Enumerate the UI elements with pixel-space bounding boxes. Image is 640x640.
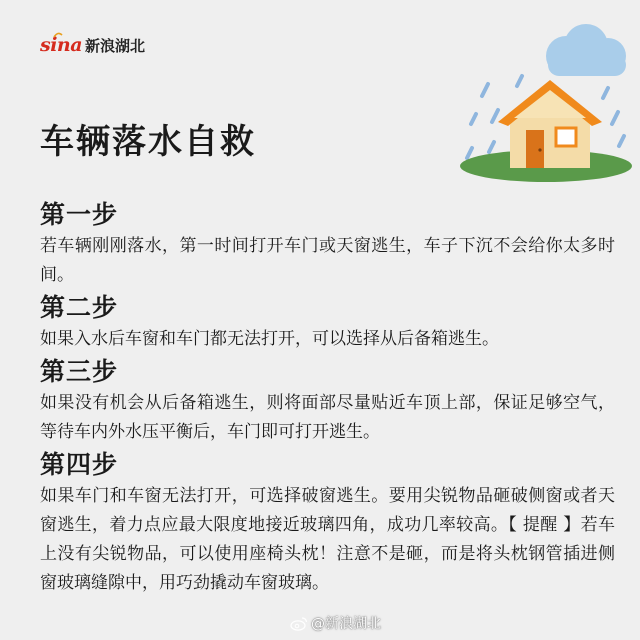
step-1 [40,198,615,290]
house-in-rain-icon [458,14,638,184]
weibo-watermark [290,613,381,633]
weibo-icon [290,616,308,631]
step-heading: 第一步 [40,200,119,229]
brand-latin: sina [40,34,83,56]
step-2 [40,291,615,354]
step-text: 如果车门和车窗无法打开，可选择破窗逃生。要用尖锐物品砸破侧窗或者天窗逃生，着力点应最大限度地接近玻璃四角，成功几率较高。【 提醒 】若车上没有尖锐物品，可以使用座椅头枕！注意不是砸，而是将头枕钢管插进侧窗玻璃缝隙中，用巧劲撬动车窗玻璃。 [40,486,615,593]
step-heading: 第二步 [40,293,119,322]
step-heading: 第四步 [40,450,119,479]
cloud-icon [546,24,626,76]
sina-eye-icon [53,32,63,38]
steps-list [40,198,615,599]
brand-name: 新浪湖北 [85,36,146,55]
page-title: 车辆落水自救 [40,122,256,162]
step-heading: 第三步 [40,357,119,386]
watermark-text: @新浪湖北 [311,616,381,632]
house-icon [498,80,602,168]
step-4 [40,448,615,598]
step-3 [40,355,615,447]
step-text: 若车辆刚刚落水，第一时间打开车门或天窗逃生，车子下沉不会给你太多时间。 [40,236,615,285]
step-text: 如果没有机会从后备箱逃生，则将面部尽量贴近车顶上部，保证足够空气，等待车内外水压平衡后，车门即可打开逃生。 [40,393,615,442]
step-text: 如果入水后车窗和车门都无法打开，可以选择从后备箱逃生。 [40,329,499,349]
